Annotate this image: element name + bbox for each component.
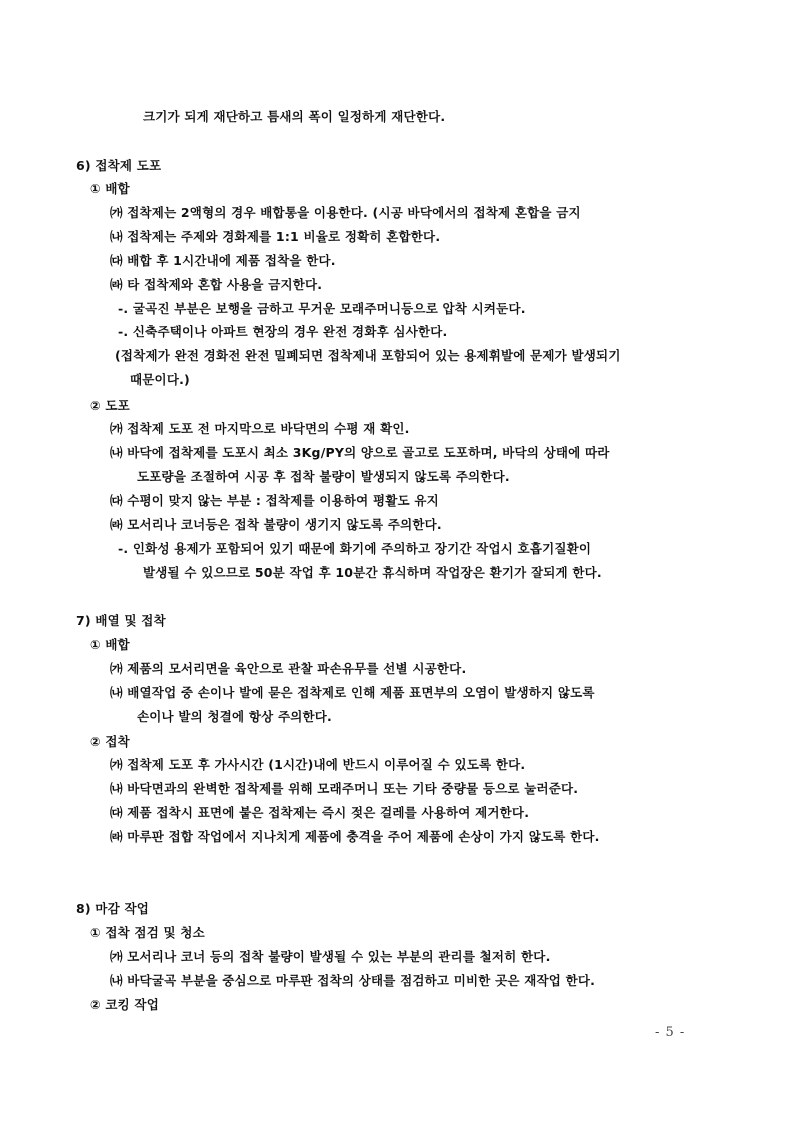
list-item: ㈎ 접착제 도포 전 마지막으로 바닥면의 수평 재 확인. [110, 421, 410, 436]
subsection-heading: ② 코킹 작업 [90, 997, 159, 1012]
list-item: ㈏ 배열작업 중 손이나 발에 묻은 접착제로 인해 제품 표면부의 오염이 발생하지 않도록 [110, 685, 595, 700]
text-line: (접착제가 완전 경화전 완전 밀폐되면 접착제내 포함되어 있는 용제휘발에 문제가 발생되기 [115, 348, 621, 363]
list-item: -. 신축주택이나 아파트 현장의 경우 완전 경화후 심사한다. [118, 324, 448, 339]
section-heading: 7) 배열 및 접착 [76, 613, 166, 628]
text-line: 손이나 발의 청결에 항상 주의한다. [137, 709, 333, 724]
list-item: ㈏ 접착제는 주제와 경화제를 1:1 비율로 정확히 혼합한다. [110, 229, 441, 244]
subsection-heading: ② 접착 [90, 734, 130, 749]
page-number: - 5 - [655, 1025, 686, 1040]
section-heading: 6) 접착제 도포 [76, 158, 162, 173]
list-item: ㈎ 모서리나 코너 등의 접착 불량이 발생될 수 있는 부분의 관리를 철저히 한다. [110, 949, 551, 964]
list-item: ㈐ 배합 후 1시간내에 제품 접착을 한다. [110, 253, 336, 268]
list-item: ㈏ 바닥면과의 완벽한 접착제를 위해 모래주머니 또는 기타 중량물 등으로 눌러준다. [110, 781, 579, 796]
section-heading: 8) 마감 작업 [76, 901, 150, 916]
list-item: ㈎ 접착제 도포 후 가사시간 (1시간)내에 반드시 이루어질 수 있도록 한다. [110, 757, 526, 772]
list-item: ㈑ 모서리나 코너등은 접착 불량이 생기지 않도록 주의한다. [110, 517, 442, 532]
subsection-heading: ① 접착 점검 및 청소 [90, 925, 205, 940]
list-item: ㈐ 수평이 맞지 않는 부분 : 접착제를 이용하여 평활도 유지 [110, 493, 439, 508]
list-item: -. 굴곡진 부분은 보행을 금하고 무거운 모래주머니등으로 압착 시켜둔다. [118, 301, 526, 316]
list-item: ㈎ 제품의 모서리면을 육안으로 관찰 파손유무를 선별 시공한다. [110, 661, 467, 676]
subsection-heading: ② 도포 [90, 398, 130, 413]
list-item: ㈎ 접착제는 2액형의 경우 배합통을 이용한다. (시공 바닥에서의 접착제 혼합을 금지 [110, 205, 581, 220]
text-line: 도포량을 조절하여 시공 후 접착 불량이 발생되지 않도록 주의한다. [137, 469, 510, 484]
list-item: -. 인화성 용제가 포함되어 있기 때문에 화기에 주의하고 장기간 작업시 호흡기질환이 [118, 541, 592, 556]
list-item: ㈑ 마루판 접합 작업에서 지나치게 제품에 충격을 주어 제품에 손상이 가지 않도록 한다. [110, 829, 600, 844]
list-item: ㈏ 바닥굴곡 부분을 중심으로 마루판 접착의 상태를 점검하고 미비한 곳은 재작업 한다. [110, 973, 596, 988]
list-item: ㈐ 제품 접착시 표면에 붙은 접착제는 즉시 젖은 걸레를 사용하여 제거한다. [110, 805, 530, 820]
text-line: 때문이다.) [130, 372, 190, 387]
text-line: 발생될 수 있으므로 50분 작업 후 10분간 휴식하며 작업장은 환기가 잘되게 한다. [143, 565, 602, 580]
text-line: 크기가 되게 재단하고 틈새의 폭이 일정하게 재단한다. [143, 109, 446, 124]
subsection-heading: ① 배합 [90, 181, 130, 196]
list-item: ㈑ 타 접착제와 혼합 사용을 금지한다. [110, 277, 323, 292]
list-item: ㈏ 바닥에 접착제를 도포시 최소 3Kg/PY의 양으로 골고로 도포하며, 바닥의 상태에 따라 [110, 445, 610, 460]
subsection-heading: ① 배합 [90, 637, 130, 652]
